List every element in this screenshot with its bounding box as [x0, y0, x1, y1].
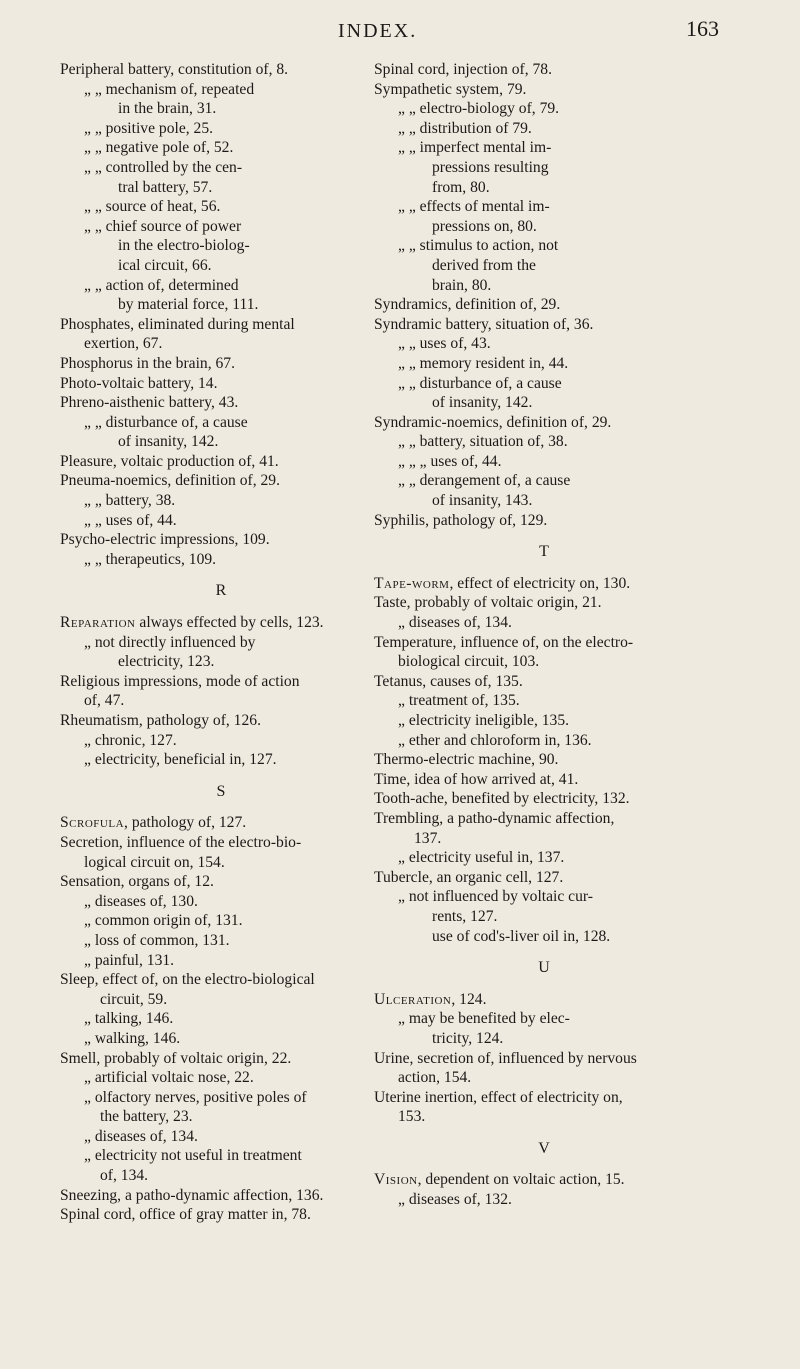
index-entry: Syndramics, definition of, 29.: [374, 296, 561, 314]
index-entry: „ „ memory resident in, 44.: [398, 354, 569, 372]
entry-text: , dependent on voltaic action, 15.: [417, 1171, 625, 1189]
index-entry: Secretion, influence of the electro-bio-: [60, 833, 302, 851]
index-entry: Tetanus, causes of, 135.: [374, 672, 523, 690]
index-entry: „ „ battery, 38.: [84, 492, 176, 510]
index-entry: of insanity, 143.: [432, 492, 533, 510]
index-entry: „ artificial voltaic nose, 22.: [84, 1069, 254, 1087]
index-entry: „ not influenced by voltaic cur-: [398, 888, 593, 906]
entry-text: , 124.: [451, 990, 487, 1008]
section-letter: U: [538, 959, 550, 977]
index-entry: Syndramic-noemics, definition of, 29.: [374, 413, 612, 431]
index-entry: tricity, 124.: [432, 1029, 504, 1047]
index-entry: logical circuit on, 154.: [84, 853, 225, 871]
index-entry: by material force, 111.: [118, 296, 259, 314]
index-entry: „ diseases of, 132.: [398, 1191, 512, 1209]
page-header: [0, 14, 800, 54]
index-entry: „ „ imperfect mental im-: [398, 139, 552, 157]
index-entry: Syndramic battery, situation of, 36.: [374, 315, 594, 333]
index-entry: electricity, 123.: [118, 653, 215, 671]
index-entry: „ olfactory nerves, positive poles of: [84, 1088, 307, 1106]
index-entry: Syphilis, pathology of, 129.: [374, 511, 548, 529]
index-entry: „ „ electro-biology of, 79.: [398, 100, 560, 118]
index-entry: the battery, 23.: [100, 1108, 193, 1126]
entry-text: , effect of electricity on, 130.: [449, 574, 631, 592]
index-entry: „ ether and chloroform in, 136.: [398, 731, 592, 749]
index-entry: „ „ action of, determined: [84, 276, 239, 294]
index-entry: Rheumatism, pathology of, 126.: [60, 712, 261, 729]
index-entry: „ „ „ uses of, 44.: [398, 452, 502, 470]
index-column-right: [374, 60, 714, 1210]
index-entry: Tooth-ache, benefited by electricity, 132.: [374, 790, 630, 808]
index-entry: „ electricity, beneficial in, 127.: [84, 751, 277, 769]
index-entry: „ „ mechanism of, repeated: [84, 80, 255, 98]
index-entry: 137.: [414, 829, 442, 847]
index-entry: „ „ therapeutics, 109.: [84, 550, 217, 568]
index-entry: rents, 127.: [432, 907, 498, 925]
index-entry: „ walking, 146.: [84, 1029, 181, 1047]
index-entry: from, 80.: [432, 178, 490, 196]
index-entry: Phosphorus in the brain, 67.: [60, 354, 235, 372]
index-entry: „ not directly influenced by: [84, 633, 256, 651]
index-entry: „ diseases of, 134.: [398, 614, 512, 632]
index-entry: „ „ disturbance of, a cause: [84, 413, 248, 431]
index-entry: „ loss of common, 131.: [84, 931, 230, 949]
index-entry: „ diseases of, 134.: [84, 1127, 198, 1145]
index-entry: Spinal cord, injection of, 78.: [374, 61, 552, 78]
index-entry: of insanity, 142.: [118, 433, 219, 451]
index-entry: tral battery, 57.: [118, 178, 213, 196]
index-entry: Sensation, organs of, 12.: [60, 873, 214, 891]
index-entry: Temperature, influence of, on the electro-: [374, 633, 634, 651]
index-entry: Sympathetic system, 79.: [374, 80, 527, 98]
index-entry: of insanity, 142.: [432, 394, 533, 412]
index-entry: „ „ distribution of 79.: [398, 119, 532, 137]
index-entry: Smell, probably of voltaic origin, 22.: [60, 1049, 292, 1067]
index-entry: Tubercle, an organic cell, 127.: [374, 868, 564, 886]
index-entry: „ common origin of, 131.: [84, 912, 243, 930]
index-entry: „ electricity not useful in treatment: [84, 1147, 302, 1165]
index-entry: „ „ positive pole, 25.: [84, 119, 214, 137]
index-entry: exertion, 67.: [84, 335, 163, 353]
section-letter: V: [538, 1139, 550, 1157]
index-entry: „ diseases of, 130.: [84, 892, 198, 910]
index-entry: in the brain, 31.: [118, 100, 217, 118]
index-entry: „ „ stimulus to action, not: [398, 237, 559, 255]
index-entry: „ „ negative pole of, 52.: [84, 139, 234, 157]
index-entry: Psycho-electric impressions, 109.: [60, 531, 270, 549]
entry-heading: Ulceration: [374, 990, 452, 1008]
index-entry: ical circuit, 66.: [118, 256, 212, 274]
index-entry: Spinal cord, office of gray matter in, 78.: [60, 1206, 311, 1224]
index-entry: of, 47.: [84, 692, 125, 710]
index-entry: Uterine inertion, effect of electricity on,: [374, 1088, 623, 1106]
index-entry: Photo-voltaic battery, 14.: [60, 374, 218, 392]
index-entry: „ „ disturbance of, a cause: [398, 374, 562, 392]
index-entry: Thermo-electric machine, 90.: [374, 751, 559, 769]
section-letter: R: [215, 582, 227, 600]
section-letter: S: [216, 782, 226, 800]
index-entry: Phosphates, eliminated during mental: [60, 315, 295, 333]
entry-heading: Vision: [374, 1171, 418, 1189]
entry-text: , pathology of, 127.: [124, 814, 247, 832]
index-entry: „ „ derangement of, a cause: [398, 472, 571, 490]
index-entry: use of cod's-liver oil in, 128.: [432, 927, 611, 945]
entry-text: always effected by cells, 123.: [135, 614, 324, 632]
index-entry: Urine, secretion of, influenced by nervous: [374, 1049, 637, 1067]
index-entry: in the electro-biolog-: [118, 237, 250, 255]
index-entry: „ „ controlled by the cen-: [84, 158, 243, 176]
running-title: INDEX.: [338, 20, 418, 42]
index-column-left: [60, 60, 382, 1225]
entry-heading: Reparation: [60, 614, 136, 632]
index-entry: [374, 574, 714, 594]
index-entry: action, 154.: [398, 1069, 472, 1087]
index-entry: circuit, 59.: [100, 990, 168, 1008]
index-entry: „ painful, 131.: [84, 951, 175, 969]
index-entry: pressions resulting: [432, 158, 549, 176]
index-entry: „ may be benefited by elec-: [398, 1010, 570, 1028]
index-entry: Time, idea of how arrived at, 41.: [374, 770, 579, 788]
index-entry: „ treatment of, 135.: [398, 692, 520, 710]
index-entry: of, 134.: [100, 1167, 149, 1185]
index-entry: derived from the: [432, 256, 536, 274]
index-entry: [60, 813, 382, 833]
index-entry: Taste, probably of voltaic origin, 21.: [374, 594, 602, 612]
index-entry: Pneuma-noemics, definition of, 29.: [60, 472, 281, 490]
index-entry: „ „ uses of, 43.: [398, 335, 491, 353]
index-entry: „ chronic, 127.: [84, 731, 177, 749]
index-entry: 153.: [398, 1108, 426, 1126]
entry-heading: Tape-worm: [374, 574, 450, 592]
index-entry: [60, 613, 382, 633]
index-entry: „ „ effects of mental im-: [398, 198, 550, 216]
index-entry: [374, 990, 714, 1010]
index-entry: „ „ chief source of power: [84, 217, 242, 235]
index-entry: Phreno-aisthenic battery, 43.: [60, 394, 239, 412]
index-entry: Peripheral battery, constitution of, 8.: [60, 61, 289, 78]
section-letter: T: [539, 543, 549, 561]
index-entry: Trembling, a patho-dynamic affection,: [374, 809, 615, 827]
index-entry: brain, 80.: [432, 276, 492, 294]
index-entry: „ talking, 146.: [84, 1010, 174, 1028]
index-entry: Pleasure, voltaic production of, 41.: [60, 452, 279, 470]
index-entry: Sleep, effect of, on the electro-biological: [60, 971, 315, 989]
index-entry: „ „ source of heat, 56.: [84, 198, 221, 216]
index-entry: Sneezing, a patho-dynamic affection, 136.: [60, 1186, 324, 1204]
index-entry: „ „ uses of, 44.: [84, 511, 177, 529]
index-entry: [374, 1170, 714, 1190]
index-entry: „ electricity useful in, 137.: [398, 849, 565, 867]
entry-heading: Scrofula: [60, 814, 125, 832]
index-entry: „ electricity ineligible, 135.: [398, 712, 570, 729]
index-entry: Religious impressions, mode of action: [60, 672, 300, 690]
index-entry: „ „ battery, situation of, 38.: [398, 433, 568, 451]
index-entry: pressions on, 80.: [432, 217, 537, 235]
index-entry: biological circuit, 103.: [398, 653, 540, 671]
page-number: 163: [686, 16, 719, 41]
